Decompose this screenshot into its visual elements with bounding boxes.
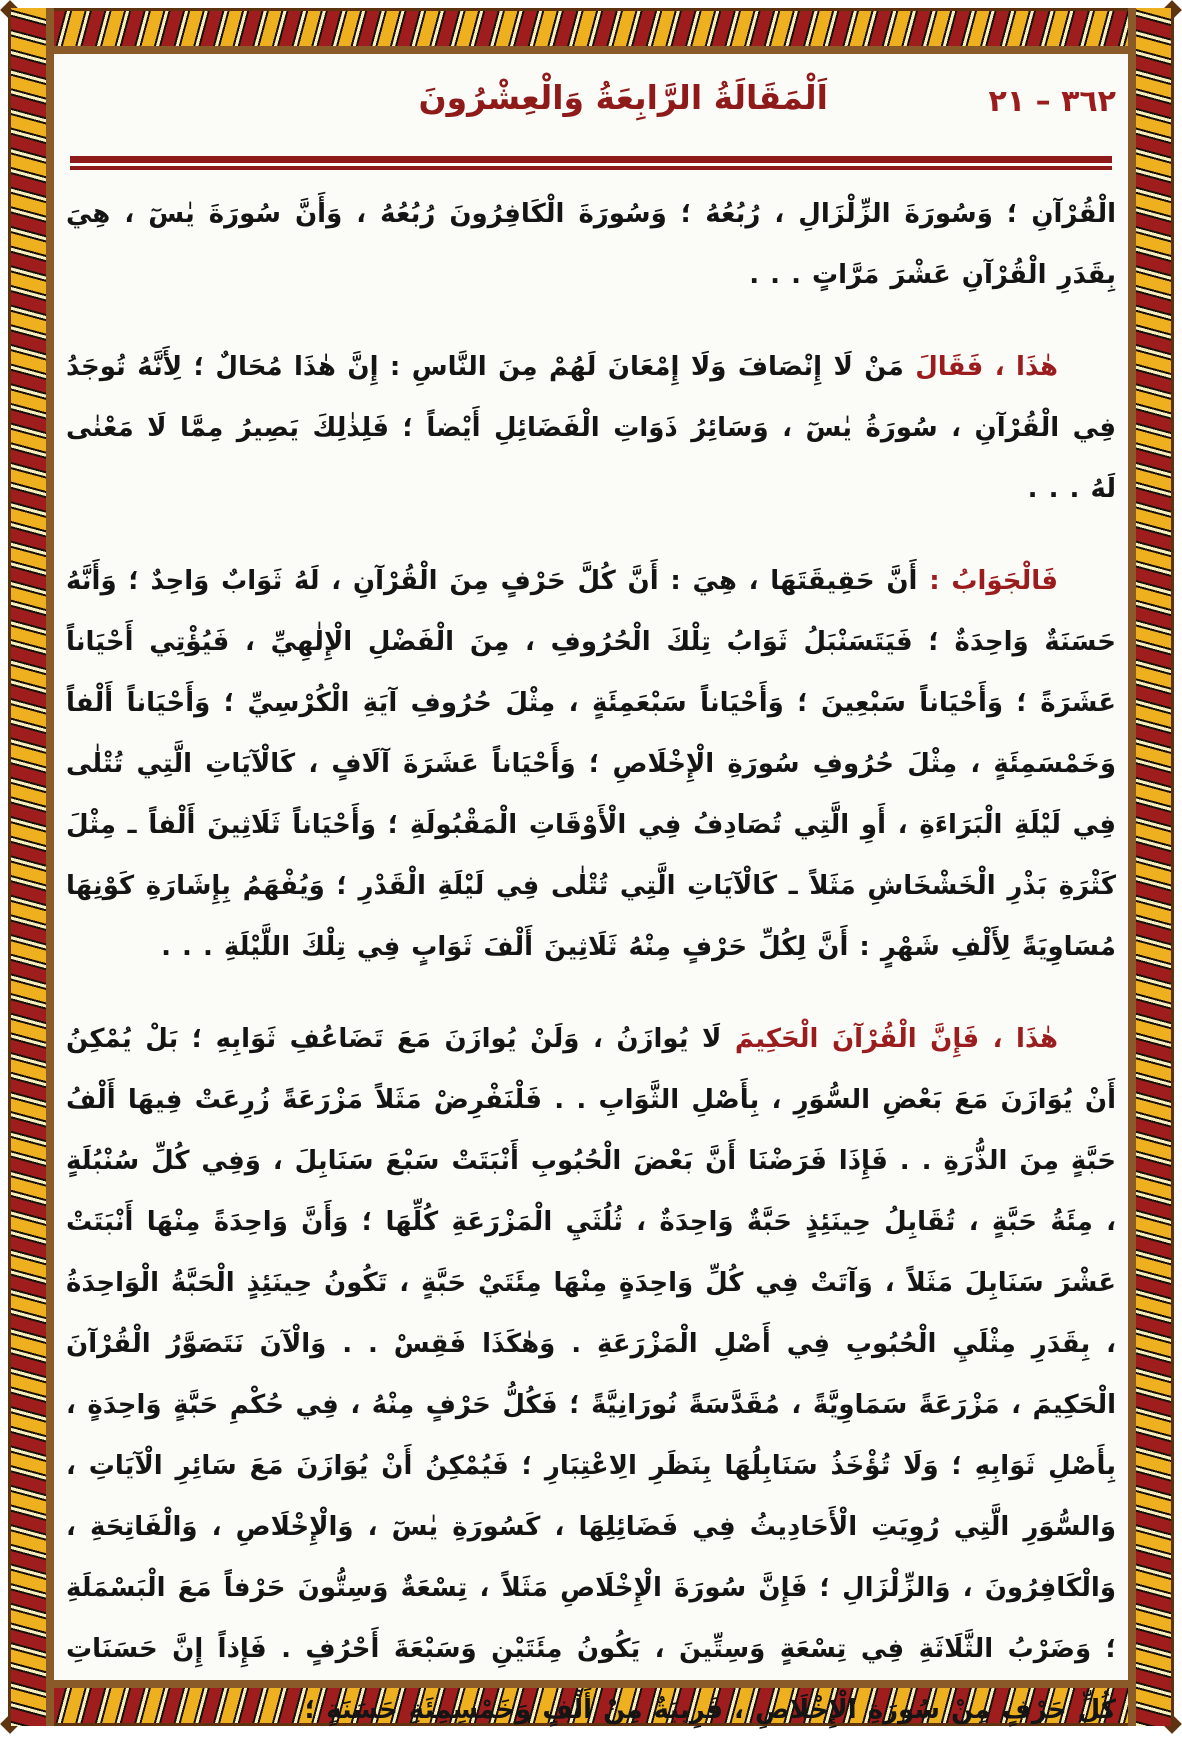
page: [54, 54, 1128, 1725]
paragraph: [66, 551, 1116, 978]
paragraph-lead: هٰذَا ، فَقَالَ: [915, 352, 1059, 382]
header-divider: [70, 156, 1112, 170]
page-number: ٣٦٢ – ٢١: [988, 84, 1116, 119]
paragraph-text: لَا يُوازَنُ ، وَلَنْ يُوازَنَ مَعَ تَضَاعُفِ ثَوَابِهِ ؛ بَلْ يُمْكِنُ أَنْ يُوَازَنَ مَعَ بَعْضِ السُّوَرِ ، بِأَصْلِ الثَّوَابِ . . فَلْنَفْرِضْ مَثَلاً مَزْرَعَةً زُرِعَتْ فِيهَا أَلْفُ حَبَّةٍ مِنَ الذُّرَةِ . . فَإِذَا فَرَضْنَا أَنَّ بَعْضَ الْحُبُوبِ أَنْبَتَتْ سَبْعَ سَنَابِلَ ، وَفِي كُلِّ سُنْبُلَةٍ ، مِئَةُ حَبَّةٍ ، تُقَابِلُ حِينَئِذٍ حَبَّةٌ وَاحِدَةٌ ، ثُلُثَيِ الْمَزْرَعَةِ كُلِّهَا ؛ وَأَنَّ وَاحِدَةً مِنْهَا أَنْبَتَتْ عَشْرَ سَنَابِلَ مَثَلاً ، وَآتَتْ فِي كُلِّ وَاحِدَةٍ مِنْهَا مِئَتَيْ حَبَّةٍ ، تَكُونُ حِينَئِذٍ الْحَبَّةُ الْوَاحِدَةُ ، بِقَدَرِ مِثْلَيِ الْحُبُوبِ فِي أَصْلِ الْمَزْرَعَةِ . وَهٰكَذَا فَقِسْ . . وَالْآنَ نَتَصَوَّرُ الْقُرْآنَ الْحَكِيمَ ، مَزْرَعَةً سَمَاوِيَّةً ، مُقَدَّسَةً نُورَانِيَّةً ؛ فَكُلُّ حَرْفٍ مِنْهُ ، فِي حُكْمِ حَبَّةٍ وَاحِدَةٍ ، بِأَصْلِ ثَوَابِهِ ؛ وَلَا تُؤْخَذُ سَنَابِلُهَا بِنَظَرِ الِاعْتِبَارِ ؛ فَيُمْكِنُ أَنْ يُوَازَنَ مَعَ سَائِرِ الْآيَاتِ ، وَالسُّوَرِ الَّتِي رُوِيَتِ الْأَحَادِيثُ فِي فَضَائِلِهَا ، كَسُورَةِ يٰسٓ ، وَالْإِخْلَاصِ ، وَالْفَاتِحَةِ ، وَالْكَافِرُونَ ، وَالزِّلْزَالِ ؛ فَإِنَّ سُورَةَ الْإِخْلَاصِ مَثَلاً ، تِسْعَةٌ وَسِتُّونَ حَرْفاً مَعَ الْبَسْمَلَةِ ؛ وَضَرْبُ الثَّلَاثَةِ فِي تِسْعَةٍ وَسِتِّينَ ، يَكُونُ مِئَتَيْنِ وَسَبْعَةَ أَحْرُفٍ . فَإِذاً إِنَّ حَسَنَاتِ كُلِّ حَرْفٍ مِنْ سُورَةِ الْإِخْلَاصِ ، قَرِيبَةٌ مِنْ أَلْفٍ وَخَمْسِمِئَةِ حَسَنَةٍ ؛: [66, 1024, 1116, 1725]
paragraph-text: مَنْ لَا إِنْصَافَ وَلَا إِمْعَانَ لَهُمْ مِنَ النَّاسِ : إِنَّ هٰذَا مُحَالٌ ؛ لِأَنَّهُ تُوجَدُ فِي الْقُرْآنِ ، سُورَةُ يٰسٓ ، وَسَائِرُ ذَوَاتِ الْفَضَائِلِ أَيْضاً ؛ فَلِذٰلِكَ يَصِيرُ مِمَّا لَا مَعْنٰى لَهُ . . .: [66, 352, 1116, 504]
border-top: [8, 8, 1174, 54]
border-right: [1128, 8, 1174, 1726]
page-header: [54, 54, 1128, 156]
border-left: [8, 8, 54, 1726]
paragraph: [66, 184, 1116, 306]
body-text: [54, 170, 1128, 1741]
paragraph-text: الْقُرْآنِ ؛ وَسُورَةَ الزِّلْزَالِ ، رُبُعُهُ ؛ وَسُورَةَ الْكَافِرُونَ رُبُعُهُ ، وَأَنَّ سُورَةَ يٰسٓ ، هِيَ بِقَدَرِ الْقُرْآنِ عَشْرَ مَرَّاتٍ . . .: [66, 199, 1116, 290]
paragraph: [66, 337, 1116, 520]
paragraph: [66, 1009, 1116, 1741]
paragraph-text: أَنَّ حَقِيقَتَهَا ، هِيَ : أَنَّ كُلَّ حَرْفٍ مِنَ الْقُرْآنِ ، لَهُ ثَوَابٌ وَاحِدٌ ؛ وَأَنَّهُ حَسَنَةٌ وَاحِدَةٌ ؛ فَيَتَسَنْبَلُ ثَوَابُ تِلْكَ الْحُرُوفِ ، مِنَ الْفَضْلِ الْإِلٰهِيِّ ، فَيُؤْتِي أَحْيَاناً عَشَرَةً ؛ وَأَحْيَاناً سَبْعِينَ ؛ وَأَحْيَاناً سَبْعَمِئَةٍ ، مِثْلَ حُرُوفِ آيَةِ الْكُرْسِيِّ ؛ وَأَحْيَاناً أَلْفاً وَخَمْسَمِئَةٍ ، مِثْلَ حُرُوفِ سُورَةِ الْإِخْلَاصِ ؛ وَأَحْيَاناً عَشَرَةَ آلَافٍ ، كَالْآيَاتِ الَّتِي تُتْلٰى فِي لَيْلَةِ الْبَرَاءَةِ ، أَوِ الَّتِي تُصَادِفُ فِي الْأَوْقَاتِ الْمَقْبُولَةِ ؛ وَأَحْيَاناً ثَلَاثِينَ أَلْفاً ـ مِثْلَ كَثْرَةِ بَذْرِ الْخَشْخَاشِ مَثَلاً ـ كَالْآيَاتِ الَّتِي تُتْلٰى فِي لَيْلَةِ الْقَدْرِ ؛ وَيُفْهَمُ بِإِشَارَةِ كَوْنِهَا مُسَاوِيَةً لِأَلْفِ شَهْرٍ : أَنَّ لِكُلِّ حَرْفٍ مِنْهُ ثَلَاثِينَ أَلْفَ ثَوَابٍ فِي تِلْكَ اللَّيْلَةِ . . .: [66, 566, 1116, 962]
paragraph-lead: فَالْجَوَابُ :: [929, 566, 1059, 596]
page-title: اَلْمَقَالَةُ الرَّابِعَةُ وَالْعِشْرُونَ: [418, 78, 828, 117]
paragraph-lead: هٰذَا ، فَإِنَّ الْقُرْآنَ الْحَكِيمَ: [734, 1024, 1058, 1054]
